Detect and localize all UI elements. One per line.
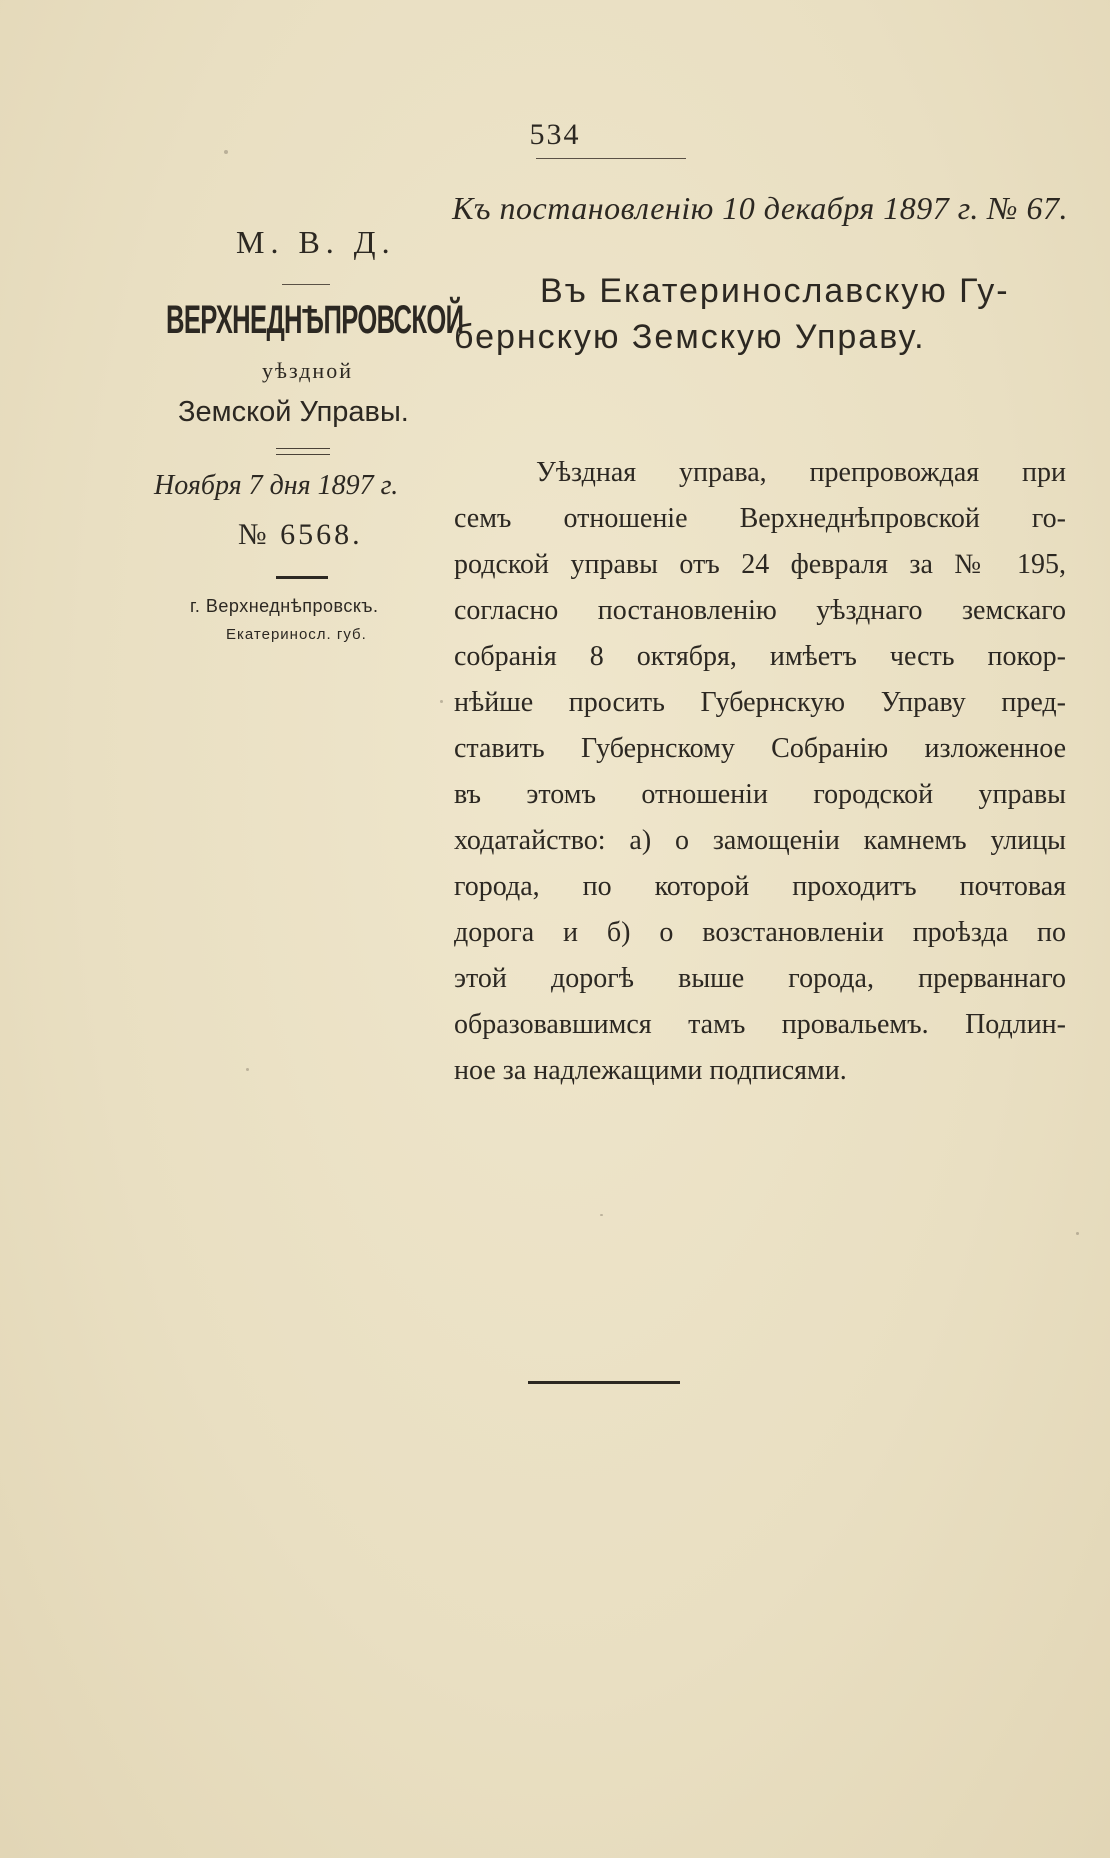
addressee-text: Въ Екатеринославскую Гу- xyxy=(540,272,1010,310)
body-line: города, по которой проходитъ почтовая xyxy=(454,871,1066,902)
body-line: ходатайство: а) о замощеніи камнемъ улицы xyxy=(454,825,1066,856)
addressee-line xyxy=(454,318,926,357)
body-text xyxy=(454,450,1066,1094)
office-board: Земской Управы. xyxy=(178,396,409,428)
body-line: ставить Губернскому Собранію изложенное xyxy=(454,733,1066,764)
reference-line: Къ постановленію 10 декабря 1897 г. № 67. xyxy=(452,190,1068,226)
body-line: родской управы отъ 24 февраля за № 195, xyxy=(454,549,1066,580)
body-line: въ этомъ отношеніи городской управы xyxy=(454,779,1066,810)
page-number: 534 xyxy=(529,118,581,151)
paper-speck xyxy=(440,700,443,703)
document-place: г. Верхнеднѣпровскъ. xyxy=(190,596,379,616)
paper-speck xyxy=(600,1214,603,1216)
body-line: собранія 8 октября, имѣетъ честь покор- xyxy=(454,641,1066,672)
body-line: согласно постановленію уѣзднаго земскаго xyxy=(454,595,1066,626)
ministry-abbreviation: М. В. Д. xyxy=(236,224,396,260)
double-divider xyxy=(276,448,330,455)
addressee-line xyxy=(540,272,1010,311)
divider xyxy=(282,284,330,285)
document-province: Екатериносл. губ. xyxy=(226,626,367,643)
thick-divider xyxy=(276,576,328,579)
body-line: семъ отношеніе Верхнеднѣпровской го- xyxy=(454,503,1066,534)
paper-speck xyxy=(1076,1232,1079,1235)
document-number: № 6568. xyxy=(238,518,363,551)
closing-rule xyxy=(528,1381,680,1384)
body-line: нѣйше просить Губернскую Управу пред- xyxy=(454,687,1066,718)
page-number-rule xyxy=(536,158,686,159)
body-line: дорога и б) о возстановленіи проѣзда по xyxy=(454,917,1066,948)
office-type: уѣздной xyxy=(262,358,353,383)
body-line: ное за надлежащими подписями. xyxy=(454,1055,847,1086)
body-line: этой дорогѣ выше города, прерваннаго xyxy=(454,963,1066,994)
addressee-text: бернскую Земскую Управу. xyxy=(454,318,926,356)
body-line: образовавшимся тамъ провальемъ. Подлин- xyxy=(454,1009,1066,1040)
office-name: ВЕРХНЕДНѢПРОВСКОЙ xyxy=(166,298,464,342)
paper-speck xyxy=(246,1068,249,1071)
document-date: Ноября 7 дня 1897 г. xyxy=(154,470,399,501)
paper-speck xyxy=(224,150,228,154)
body-line: Уѣздная управа, препровождая при xyxy=(536,457,1066,488)
